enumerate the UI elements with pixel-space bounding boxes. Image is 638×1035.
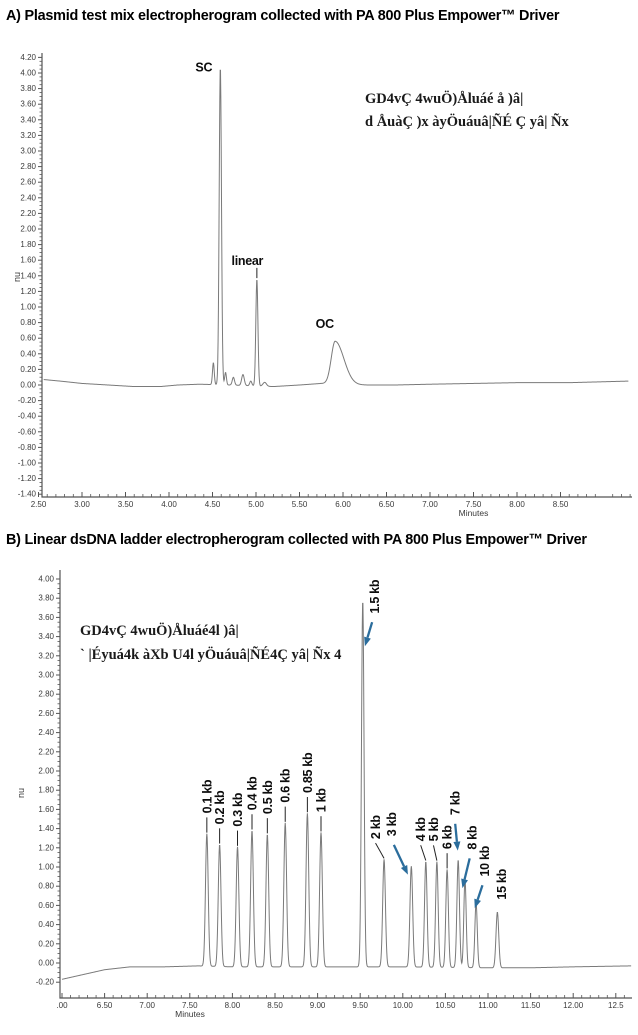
svg-text:6.00: 6.00 (335, 500, 351, 509)
svg-text:0.6 kb: 0.6 kb (278, 768, 293, 803)
svg-text:-1.40: -1.40 (17, 489, 36, 499)
svg-text:3.00: 3.00 (74, 500, 90, 509)
svg-text:1 kb: 1 kb (314, 788, 329, 813)
svg-text:1.00: 1.00 (20, 302, 36, 312)
svg-text:0.2 kb: 0.2 kb (213, 790, 228, 825)
svg-text:8.00: 8.00 (224, 1001, 241, 1010)
svg-text:1.40: 1.40 (20, 271, 36, 281)
svg-text:7.00: 7.00 (422, 500, 438, 509)
svg-text:8.00: 8.00 (509, 500, 525, 509)
svg-text:12.5: 12.5 (608, 1001, 624, 1010)
svg-text:3.50: 3.50 (117, 500, 134, 509)
svg-text:-0.40: -0.40 (17, 411, 36, 421)
svg-text:2.00: 2.00 (20, 224, 36, 234)
svg-text:0.4 kb: 0.4 kb (245, 776, 260, 811)
svg-text:2.20: 2.20 (20, 208, 36, 218)
svg-text:.00: .00 (56, 1001, 68, 1010)
svg-text:2.00: 2.00 (38, 766, 54, 776)
svg-text:10 kb: 10 kb (478, 846, 493, 877)
svg-text:4.00: 4.00 (38, 574, 54, 584)
svg-text:0.60: 0.60 (20, 333, 36, 343)
svg-text:1.00: 1.00 (38, 862, 54, 872)
svg-text:4 kb: 4 kb (414, 817, 429, 842)
svg-text:2.80: 2.80 (20, 162, 36, 172)
svg-text:5 kb: 5 kb (426, 817, 441, 842)
svg-text:0.60: 0.60 (38, 900, 54, 910)
svg-text:2.60: 2.60 (38, 708, 54, 718)
svg-text:8.50: 8.50 (267, 1001, 283, 1010)
svg-text:10.50: 10.50 (435, 1001, 456, 1010)
svg-text:7.50: 7.50 (182, 1001, 198, 1010)
panel-b-chart (0, 558, 638, 1035)
svg-text:2.80: 2.80 (38, 689, 54, 699)
svg-text:` |Éyuá4k àXb U4l yÖuáuâ|ÑÉ4Ç: ` |Éyuá4k àXb U4l yÖuáuâ|ÑÉ4Ç yâ| Ñx 4 (80, 647, 342, 663)
svg-text:-0.80: -0.80 (17, 442, 36, 452)
svg-text:6 kb: 6 kb (440, 825, 455, 850)
svg-text:3.80: 3.80 (20, 84, 36, 94)
svg-text:2.50: 2.50 (30, 500, 47, 509)
svg-text:0.1 kb: 0.1 kb (200, 779, 215, 814)
svg-text:1.80: 1.80 (20, 240, 36, 250)
svg-text:3.80: 3.80 (38, 593, 54, 603)
panel-a-chart (0, 45, 638, 523)
svg-text:7.50: 7.50 (465, 500, 482, 509)
svg-text:nu: nu (16, 787, 26, 799)
svg-text:GD4vÇ 4wuÖ)Åluáé4l )â|: GD4vÇ 4wuÖ)Åluáé4l )â| (80, 623, 239, 639)
annotation (80, 622, 341, 663)
svg-text:0.20: 0.20 (38, 939, 54, 949)
svg-text:-0.20: -0.20 (17, 396, 36, 406)
svg-text:GD4vÇ 4wuÖ)Åluáé å )â|: GD4vÇ 4wuÖ)Åluáé å )â| (365, 91, 524, 107)
svg-text:2.40: 2.40 (20, 193, 36, 203)
svg-text:4.50: 4.50 (204, 500, 221, 509)
svg-text:0.80: 0.80 (20, 318, 36, 328)
svg-text:-1.20: -1.20 (17, 474, 36, 484)
svg-text:1.80: 1.80 (38, 785, 54, 795)
svg-text:11.00: 11.00 (478, 1001, 498, 1010)
svg-text:1.40: 1.40 (38, 824, 54, 834)
svg-text:3.60: 3.60 (20, 99, 36, 109)
svg-text:11.50: 11.50 (520, 1001, 541, 1010)
svg-text:3.20: 3.20 (38, 651, 54, 661)
svg-text:0.00: 0.00 (38, 958, 54, 968)
svg-text:5.00: 5.00 (248, 500, 264, 509)
svg-text:4.00: 4.00 (161, 500, 177, 509)
svg-text:0.00: 0.00 (20, 380, 36, 390)
annotation (365, 90, 570, 130)
svg-text:4.20: 4.20 (20, 52, 36, 62)
svg-text:3.40: 3.40 (20, 115, 36, 125)
svg-text:7 kb: 7 kb (448, 791, 463, 816)
svg-text:Minutes: Minutes (458, 508, 489, 518)
svg-text:1.20: 1.20 (20, 286, 36, 296)
svg-text:3.00: 3.00 (38, 670, 54, 680)
svg-text:2.20: 2.20 (38, 747, 54, 757)
svg-text:6.50: 6.50 (96, 1001, 113, 1010)
svg-text:2.40: 2.40 (38, 728, 54, 738)
svg-text:15 kb: 15 kb (495, 869, 510, 900)
svg-text:0.5 kb: 0.5 kb (260, 780, 275, 815)
panel-b-title: B) Linear dsDNA ladder electropherogram collected with PA 800 Plus Empower™ Driver (6, 531, 587, 548)
panel-a-title: A) Plasmid test mix electropherogram collected with PA 800 Plus Empower™ Driver (6, 7, 560, 24)
svg-text:0.85 kb: 0.85 kb (300, 752, 315, 793)
svg-text:2 kb: 2 kb (369, 815, 384, 840)
peak-labels (200, 579, 509, 908)
svg-text:3.00: 3.00 (20, 146, 36, 156)
svg-text:9.00: 9.00 (309, 1001, 326, 1010)
svg-text:8 kb: 8 kb (465, 825, 480, 850)
svg-text:3.40: 3.40 (38, 632, 54, 642)
svg-text:5.50: 5.50 (291, 500, 308, 509)
svg-text:0.40: 0.40 (20, 349, 36, 359)
svg-text:1.5 kb: 1.5 kb (368, 579, 383, 614)
svg-text:SC: SC (195, 60, 213, 75)
svg-text:linear: linear (231, 253, 264, 268)
svg-text:12.00: 12.00 (563, 1001, 584, 1010)
svg-text:7.00: 7.00 (139, 1001, 155, 1010)
svg-text:10.00: 10.00 (392, 1001, 413, 1010)
svg-text:3.60: 3.60 (38, 612, 54, 622)
svg-text:1.60: 1.60 (38, 804, 54, 814)
svg-text:-1.00: -1.00 (17, 458, 36, 468)
svg-text:9.50: 9.50 (352, 1001, 368, 1010)
svg-text:Minutes: Minutes (175, 1009, 205, 1019)
svg-text:0.40: 0.40 (38, 920, 54, 930)
svg-text:-0.20: -0.20 (35, 977, 54, 987)
svg-text:1.60: 1.60 (20, 255, 36, 265)
svg-text:0.80: 0.80 (38, 881, 54, 891)
svg-text:d ÅuàÇ )x àyÖuáuâ|ÑÉ Ç yâ| Ñx: d ÅuàÇ )x àyÖuáuâ|ÑÉ Ç yâ| Ñx (365, 114, 569, 130)
peak-labels (195, 60, 334, 331)
svg-text:4.00: 4.00 (20, 68, 36, 78)
svg-text:0.3 kb: 0.3 kb (231, 792, 246, 827)
svg-text:6.50: 6.50 (378, 500, 395, 509)
svg-text:3 kb: 3 kb (385, 812, 400, 837)
svg-text:1.20: 1.20 (38, 843, 54, 853)
svg-text:3.20: 3.20 (20, 130, 36, 140)
svg-text:8.50: 8.50 (552, 500, 569, 509)
svg-text:nu: nu (12, 271, 22, 283)
svg-text:OC: OC (315, 317, 334, 332)
svg-text:-0.60: -0.60 (17, 427, 36, 437)
svg-text:2.60: 2.60 (20, 177, 36, 187)
svg-text:0.20: 0.20 (20, 364, 36, 374)
